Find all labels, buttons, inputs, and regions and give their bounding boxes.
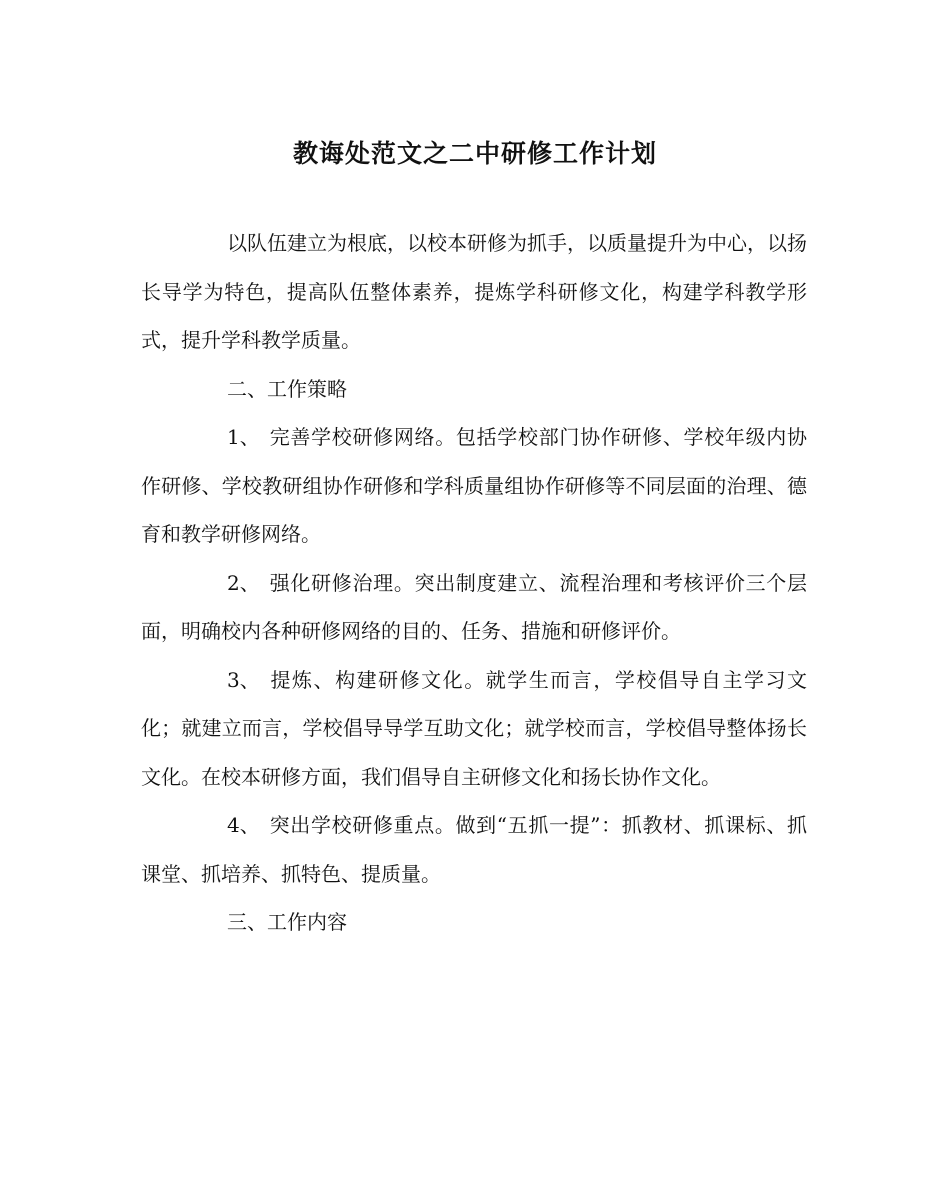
paragraph-text: 提炼、构建研修文化。就学生而言，学校倡导自主学习文化；就建立而言，学校倡导导学互助文化；就学校而言，学校倡导整体扬长文化。在校本研修方面，我们倡导自主研修文化和扬长协作文化。 — [141, 667, 807, 789]
strategy-item-1 — [141, 413, 807, 559]
paragraph-intro — [141, 219, 807, 365]
paragraph-text: 二、工作策略 — [227, 376, 347, 401]
paragraph-text: 完善学校研修网络。包括学校部门协作研修、学校年级内协作研修、学校教研组协作研修和学科质量组协作研修等不同层面的治理、德育和教学研修网络。 — [141, 425, 807, 546]
paragraph-text: 强化研修治理。突出制度建立、流程治理和考核评价三个层面，明确校内各种研修网络的目的、任务、措施和研修评价。 — [141, 570, 807, 643]
document-title: 教诲处范文之二中研修工作计划 — [292, 139, 657, 168]
item-number: 2、 — [227, 570, 260, 595]
section-heading-strategy — [141, 365, 807, 414]
paragraph-text: 以队伍建立为根底，以校本研修为抓手，以质量提升为中心，以扬长导学为特色，提高队伍整体素养，提炼学科研修文化，构建学科教学形式，提升学科教学质量。 — [141, 231, 807, 352]
item-number: 4、 — [227, 813, 260, 837]
strategy-item-4 — [141, 801, 807, 898]
item-number: 3、 — [227, 667, 260, 692]
paragraph-text: 突出学校研修重点。做到“五抓一提”：抓教材、抓课标、抓课堂、抓培养、抓特色、提质量。 — [141, 813, 807, 886]
section-heading-content — [141, 898, 807, 947]
paragraph-text: 三、工作内容 — [227, 910, 347, 934]
item-number: 1、 — [227, 425, 260, 449]
strategy-item-2 — [141, 559, 807, 656]
strategy-item-3 — [141, 656, 807, 802]
document-body — [141, 219, 807, 947]
